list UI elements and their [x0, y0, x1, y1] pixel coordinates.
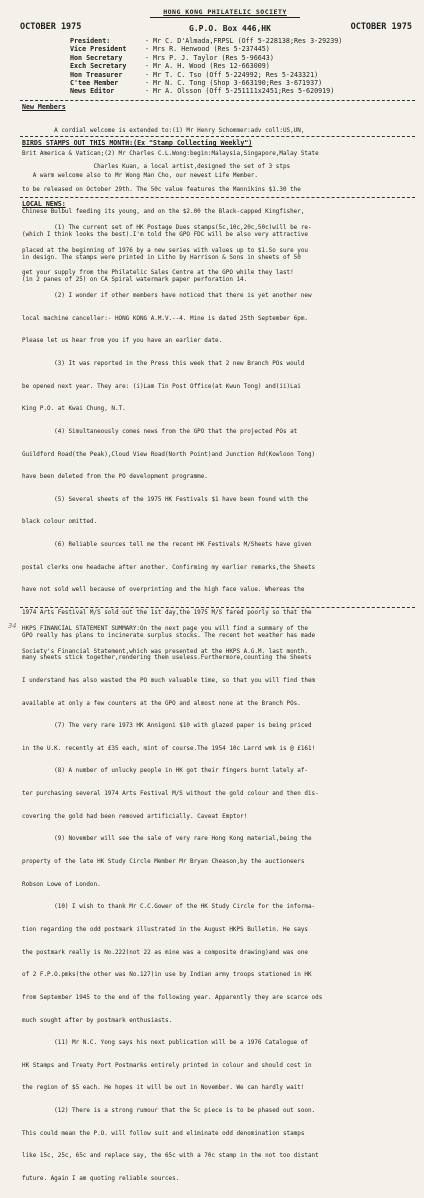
officer-detail: - Mr T. C. Tso (Off 5-224992; Res 5-243321) [145, 70, 319, 79]
text-line: get your supply from the Philatelic Sales Centre at the GPO while they last! [22, 269, 294, 277]
officer-row [70, 71, 342, 79]
officer-detail: - Mrs P. J. Taylor (Res 5-96643) [145, 53, 274, 62]
officer-detail: - Mr N. C. Tong (Shop 3-663190;Res 3-671937) [145, 79, 323, 88]
text-line: (9) November will see the sale of very rare Hong Kong material,being the [22, 835, 312, 843]
officer-role: News Editor [70, 87, 115, 96]
text-line: to be released on October 29th. The 50c value features the Mannikins $1.30 the [22, 185, 301, 193]
issue-date-left: OCTOBER 1975 [20, 22, 82, 32]
text-line: the postmark really is No.222(not 22 as mine was a composite drawing)and was one [22, 948, 308, 956]
section-divider [20, 136, 415, 137]
text-line: Please let us hear from you if you have an earlier date. [22, 337, 223, 345]
birds-heading: BIRDS STAMPS OUT THIS MONTH:(Ex "Stamp Collecting Weekly") [22, 139, 253, 147]
text-line: Charles Kuan, a local artist,designed the set of 3 stps [22, 163, 291, 171]
section-divider [20, 197, 415, 198]
text-line: (7) The very rare 1973 HK Annigoni $10 with glazed paper is being priced [22, 722, 312, 730]
local-news-body [22, 209, 414, 1198]
text-line: (2) I wonder if other members have noticed that there is yet another new [22, 292, 312, 300]
text-line: (4) Simultaneously comes news from the GPO that the projected POs at [22, 427, 298, 435]
text-line: Robson Lowe of London. [22, 880, 101, 888]
text-line: tion regarding the odd postmark illustrated in the August HKPS Bulletin. He says [22, 925, 308, 933]
text-line: (12) There is a strong rumour that the 5c piece is to be phased out soon. [22, 1107, 316, 1115]
text-line: Society's Financial Statement,which was presented at the HKPS A.G.M. last month. [22, 647, 308, 655]
text-line: have been deleted from the PO development programme. [22, 473, 208, 481]
text-line: 1974 Arts Festival M/S sold out the 1st day,the 1975 M/S fared poorly so that the [22, 608, 312, 616]
section-divider [20, 607, 415, 608]
officer-row [70, 87, 342, 95]
text-line: postal clerks one headache after another. Confirming my earlier remarks,the Sheets [22, 563, 316, 571]
text-line: property of the late HK Study Circle Member Mr Bryan Cheason,by the auctioneers [22, 858, 305, 866]
text-line: in the U.K. recently at £35 each, mint of course.The 1954 10c Larrd wmk is @ £161! [22, 744, 316, 752]
section-divider [20, 100, 415, 101]
title-divider [150, 17, 300, 18]
text-line: This could mean the P.O. will follow suit and eliminate odd denomination stamps [22, 1129, 305, 1137]
text-line: (11) Mr N.C. Yong says his next publication will be a 1976 Catalogue of [22, 1039, 308, 1047]
officer-row [70, 37, 342, 45]
issue-date-right: OCTOBER 1975 [350, 22, 412, 32]
text-line: (5) Several sheets of the 1975 HK Festivals $1 have been found with the [22, 495, 308, 503]
text-line: future. Again I am quoting reliable sources. [22, 1175, 180, 1182]
text-line: A warm welcome also to Mr Wong Man Cho, our newest Life Member. [22, 172, 258, 180]
text-line: local machine canceller:- HONG KONG A.M.V.--4. Mine is dated 25th September 6pm. [22, 314, 308, 322]
text-line: (in 2 panes of 25) on CA Spiral watermark paper perforation 14. [22, 276, 248, 284]
financial-summary [22, 610, 414, 670]
text-line: King P.O. at Kwai Chung, N.T. [22, 405, 126, 413]
text-line: in design. The stamps were printed in Litho by Harrison & Sons in sheets of 50 [22, 253, 301, 261]
officer-row [70, 45, 342, 53]
text-line: much sought after by postmark enthusiasts. [22, 1016, 173, 1024]
text-line: covering the gold had been removed artificially. Caveat Emptor! [22, 812, 248, 820]
text-line: (6) Reliable sources tell me the recent HK Festivals M/Sheets have given [22, 541, 312, 549]
text-line: like 15c, 25c, 65c and replace say, the 65c with a 70c stamp in the not too distant [22, 1152, 319, 1160]
officer-detail: - Mrs R. Henwood (Res 5-237445) [145, 45, 270, 54]
text-line: HK Stamps and Treaty Port Postmarks entirely printed in colour and should cost in [22, 1061, 312, 1069]
officer-detail: - Mr A. H. Wood (Res 12-663009) [145, 62, 270, 71]
handwritten-margin-note: 34 [8, 622, 17, 630]
text-line: placed at the beginning of 1976 by a new series with values up to $1.So sure you [22, 246, 308, 254]
po-box-address: G.P.O. Box 446,HK [189, 24, 271, 33]
text-line: Brit America & Vatican;(2) Mr Charles C.L.Wong:begin:Malaysia,Singapore,Malay State [22, 149, 319, 157]
text-line: Guildford Road(the Peak),Cloud View Road(North Point)and Junction Rd(Kowloon Tong) [22, 450, 316, 458]
text-line: ter purchasing several 1974 Arts Festival M/S without the gold colour and then dis- [22, 790, 319, 798]
text-line: I understand has also wasted the PO much valuable time, so that you will find them [22, 676, 316, 684]
text-line: (10) I wish to thank Mr C.C.Gower of the HK Study Circle for the informa- [22, 903, 316, 911]
text-line: of 2 F.P.O.pmks(the other was No.127)in use by Indian army troops stationed in HK [22, 971, 312, 979]
text-line: (which I think looks the best).I'm told the GPO FDC will be also very attractive [22, 231, 308, 239]
officer-role: Exch Secretary [70, 62, 127, 71]
officer-role: C'tee Member [70, 79, 119, 88]
officers-list [70, 37, 342, 96]
text-line: have not sold well because of overprinting and the high face value. Whereas the [22, 586, 305, 594]
text-line: available at only a few counters at the GPO and almost none at the Branch POs. [22, 699, 301, 707]
text-line: from September 1945 to the end of the following year. Apparently they are scarce ods [22, 993, 323, 1001]
text-line: black colour omitted. [22, 518, 98, 526]
text-line: Chinese Bulbul feeding its young, and on the $2.00 the Black-capped Kingfisher, [22, 208, 305, 216]
text-line: many sheets stick together,rendering them useless.Furthermore,counting the Sheets [22, 654, 312, 662]
officer-role: President: [70, 37, 111, 45]
text-line: (1) The current set of HK Postage Dues stamps(5c,10c,20c,50c)will be re- [22, 224, 312, 232]
officer-role: Hon Treasurer [70, 70, 123, 79]
officer-role: Vice President [70, 45, 127, 54]
officer-row [70, 54, 342, 62]
officer-detail: - Mr A. Olsson (Off 5-251111x2451;Res 5-620919) [145, 87, 335, 96]
text-line: GPO really has plans to incinerate surplus stocks. The recent hot weather has made [22, 631, 316, 639]
new-members-heading: New Members [22, 103, 66, 111]
text-line: A cordial welcome is extended to:(1) Mr Henry Schommer:adv coll:US,UN, [22, 127, 305, 135]
text-line: (8) A number of unlucky people in HK got their fingers burnt lately af- [22, 767, 308, 775]
text-line: (3) It was reported in the Press this week that 2 new Branch POs would [22, 359, 305, 367]
society-title: HONG KONG PHILATELIC SOCIETY [163, 8, 287, 16]
text-line: HKPS FINANCIAL STATEMENT SUMMARY:On the next page you will find a summary of the [22, 625, 308, 633]
text-line: be opened next year. They are: (i)Lam Tin Post Office(at Kwun Tong) and(ii)Lai [22, 382, 301, 390]
officer-row [70, 79, 342, 87]
officer-role: Hon Secretary [70, 53, 123, 62]
officer-row [70, 62, 342, 70]
local-news-heading: LOCAL NEWS: [22, 200, 66, 208]
text-line: the region of $5 each. He hopes it will be out in November. We can hardly wait! [22, 1084, 305, 1092]
officer-detail: - Mr C. D'Almada,FRPSL (Off 5-228138;Res 3-29239) [145, 37, 343, 45]
